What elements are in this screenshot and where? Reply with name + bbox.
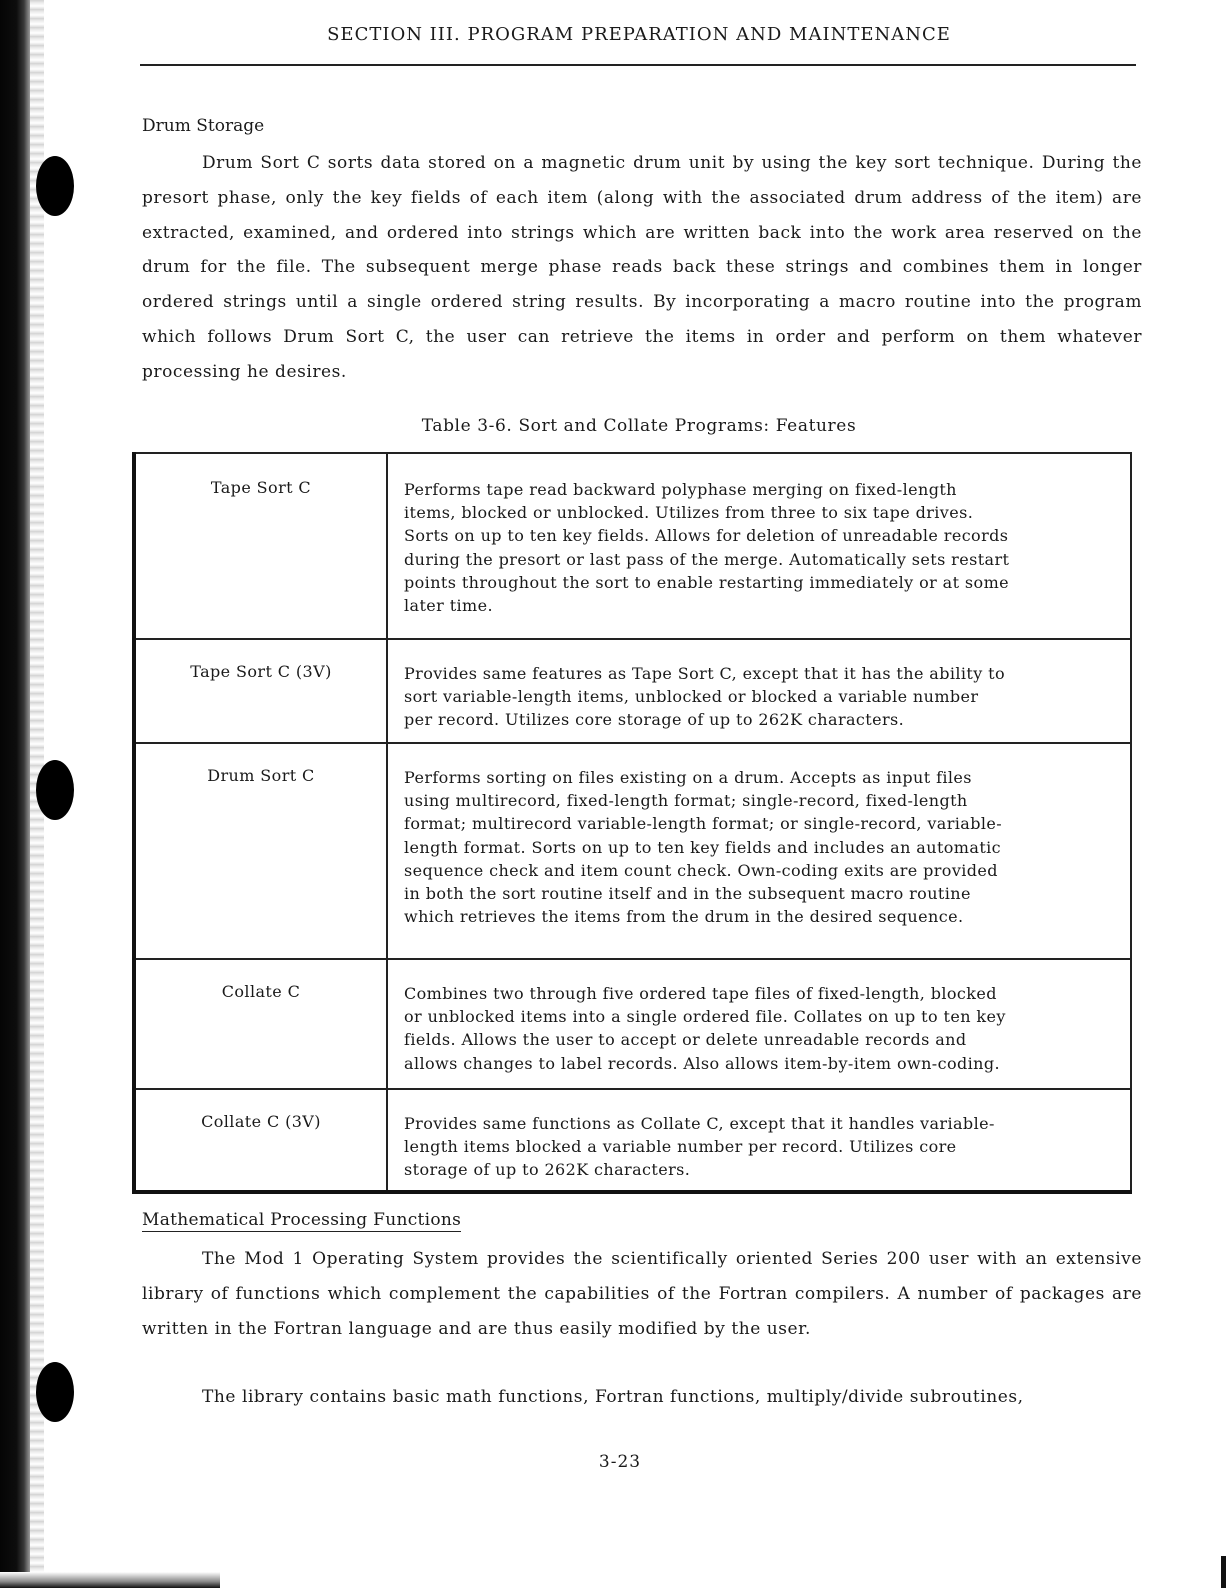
punch-hole	[36, 156, 74, 216]
table-row	[134, 959, 1131, 1089]
program-name: Collate C (3V)	[134, 1089, 387, 1192]
page-bottom-shadow	[0, 1572, 220, 1588]
features-table	[132, 452, 1132, 1194]
header-rule	[140, 64, 1136, 66]
page-corner-mark	[1221, 1556, 1226, 1588]
table-row	[134, 743, 1131, 959]
program-features: Performs tape read backward polyphase merging on fixed-length items, blocked or unblocked. Utilizes from three to six tape drives. Sorts on up to ten key fields. Allows for deletion of unreadable records during the presort or last pass of the merge. Automatically sets restart points throughout the sort to enable restarting immediately or at some later time.	[387, 453, 1131, 639]
math-paragraph-2: The library contains basic math functions, Fortran functions, multiply/divide subroutines,	[202, 1387, 1024, 1407]
program-features: Combines two through five ordered tape files of fixed-length, blocked or unblocked items into a single ordered file. Collates on up to ten key fields. Allows the user to accept or delete unreadable records and allows changes to label records. Also allows item-by-item own-coding.	[387, 959, 1131, 1089]
table-row	[134, 453, 1131, 639]
page-number: 3-23	[598, 1452, 642, 1472]
table-row	[134, 1089, 1131, 1192]
table-caption: Table 3-6. Sort and Collate Programs: Features	[421, 416, 857, 436]
program-features: Performs sorting on files existing on a drum. Accepts as input files using multirecord, fixed-length format; single-record, fixed-length format; multirecord variable-length format; or single-record, variable-length format. Sorts on up to ten key fields and includes an automatic sequence check and item count check. Own-coding exits are provided in both the sort routine itself and in the subsequent macro routine which retrieves the items from the drum in the desired sequence.	[387, 743, 1131, 959]
program-name: Collate C	[134, 959, 387, 1089]
program-features: Provides same features as Tape Sort C, except that it has the ability to sort variable-length items, unblocked or blocked a variable number per record. Utilizes core storage of up to 262K characters.	[387, 639, 1131, 743]
math-section-heading: Mathematical Processing Functions	[142, 1210, 462, 1230]
page-binding-edge	[0, 0, 30, 1588]
section-header: SECTION III. PROGRAM PREPARATION AND MAINTENANCE	[327, 24, 951, 45]
table-row	[134, 639, 1131, 743]
drum-storage-paragraph: Drum Sort C sorts data stored on a magnetic drum unit by using the key sort technique. During the presort phase, only the key fields of each item (along with the associated drum address of the item) are extracted, examined, and ordered into strings which are written back into the work area reserved on the drum for the file. The subsequent merge phase reads back these strings and combines them in longer ordered strings until a single ordered string results. By incorporating a macro routine into the program which follows Drum Sort C, the user can retrieve the items in order and perform on them whatever processing he desires.	[142, 153, 1142, 382]
drum-storage-heading: Drum Storage	[142, 116, 265, 136]
math-paragraph-1: The Mod 1 Operating System provides the scientifically oriented Series 200 user with an extensive library of functions which complement the capabilities of the Fortran compilers. A number of packages are written in the Fortran language and are thus easily modified by the user.	[142, 1249, 1142, 1339]
punch-hole	[36, 760, 74, 820]
program-features: Provides same functions as Collate C, except that it handles variable-length items blocked a variable number per record. Utilizes core storage of up to 262K characters.	[387, 1089, 1131, 1192]
program-name: Tape Sort C (3V)	[134, 639, 387, 743]
program-name: Drum Sort C	[134, 743, 387, 959]
punch-hole	[36, 1362, 74, 1422]
program-name: Tape Sort C	[134, 453, 387, 639]
